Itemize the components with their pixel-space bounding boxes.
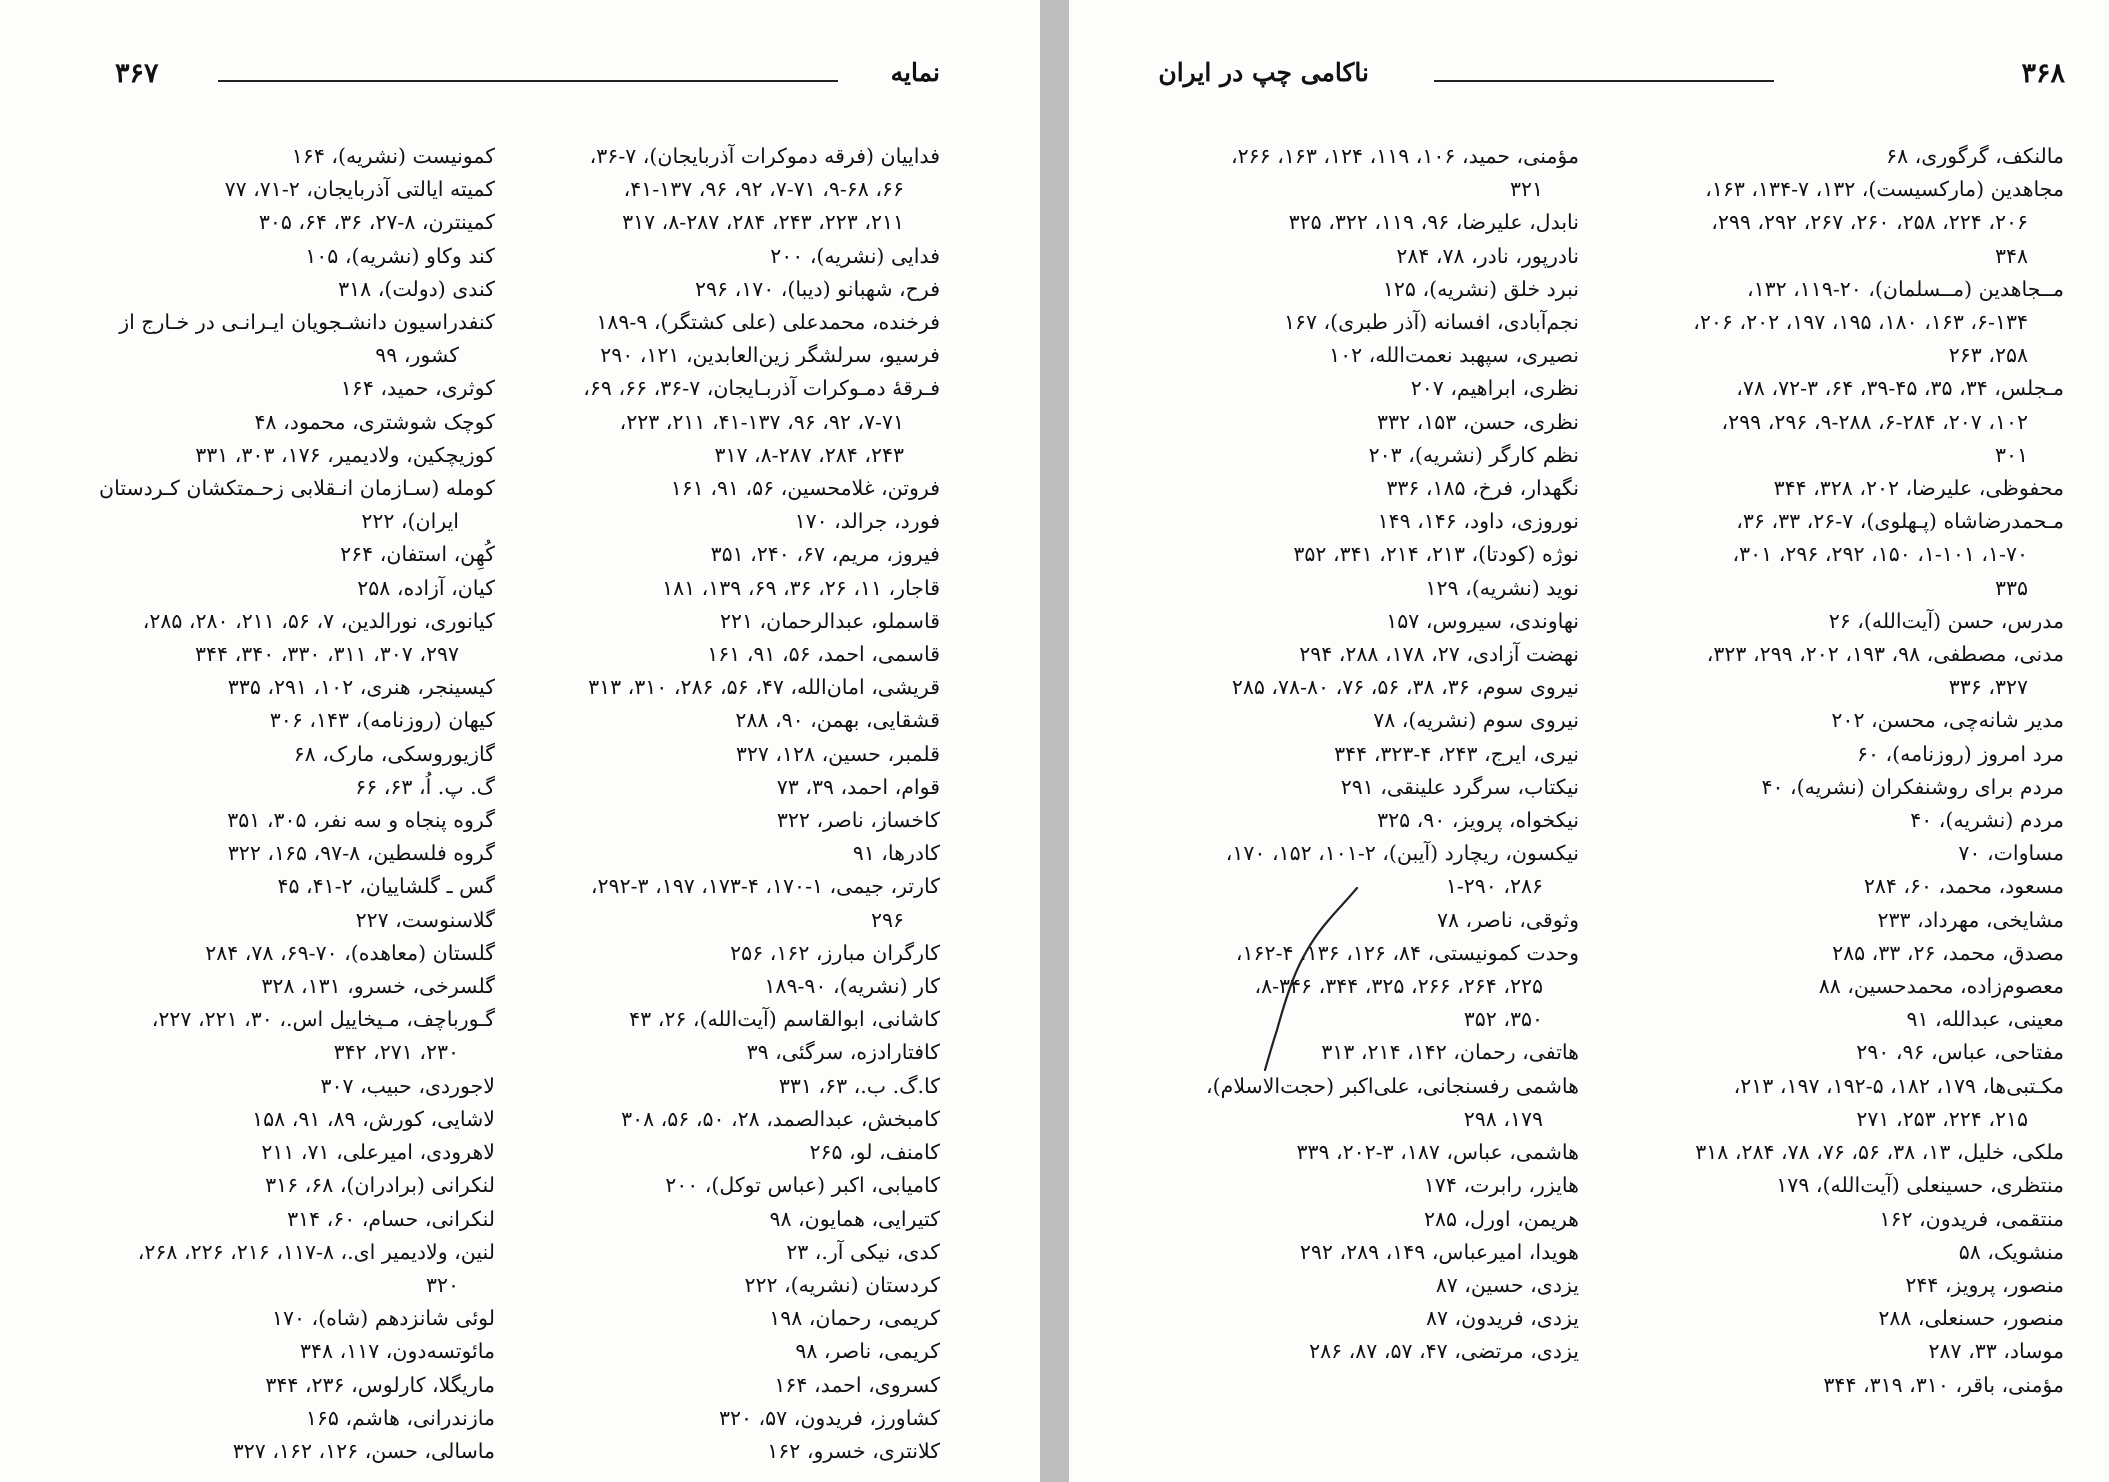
index-entry xyxy=(1124,738,1579,771)
index-entry xyxy=(50,771,495,804)
left-page-left-column xyxy=(50,140,495,1468)
index-entry-line: قلمبر، حسین، ۱۲۸، ۳۲۷ xyxy=(735,741,940,766)
index-entry-continuation: ۱۷۹، ۲۹۸ xyxy=(1463,1106,1543,1131)
index-entry-line: گـورباچف، مـیخاییل اس.، ۳۰، ۲۲۱، ۲۲۷، xyxy=(151,1007,495,1032)
index-entry xyxy=(50,406,495,439)
index-entry xyxy=(50,372,495,405)
index-entry xyxy=(1124,339,1579,372)
index-entry xyxy=(500,1269,940,1302)
index-entry xyxy=(500,671,940,704)
index-entry-continuation: ۲۰۶، ۲۲۴، ۲۵۸، ۲۶۰، ۲۶۷، ۲۹۲، ۲۹۹، xyxy=(1711,210,2028,235)
index-entry-line: مـجلس، ۳۴، ۳۵، ۴۵-۳۹، ۶۴، ۳-۷۲، ۷۸، xyxy=(1736,376,2064,401)
index-entry xyxy=(500,804,940,837)
index-entry xyxy=(50,273,495,306)
index-entry-continuation: ۲۱۵، ۲۲۴، ۲۵۳، ۲۷۱ xyxy=(1856,1106,2028,1131)
index-entry xyxy=(1124,306,1579,339)
index-entry-line: مفتاحی، عباس، ۹۶، ۲۹۰ xyxy=(1856,1040,2064,1065)
index-entry xyxy=(500,1369,940,1402)
index-entry xyxy=(500,1236,940,1269)
index-entry xyxy=(1124,1203,1579,1236)
index-entry-line: کسروی، احمد، ۱۶۴ xyxy=(774,1372,940,1397)
index-entry-line: مصدق، محمد، ۲۶، ۳۳، ۲۸۵ xyxy=(1832,940,2064,965)
index-entry-line: هاشمی رفسنجانی، علی‌اکبر (حجت‌الاسلام)، xyxy=(1206,1073,1579,1098)
index-entry-line: کشاورز، فریدون، ۵۷، ۳۲۰ xyxy=(718,1405,940,1430)
index-entry-line: نظری، ابراهیم، ۲۰۷ xyxy=(1410,376,1579,401)
index-entry-line: قریشی، امان‌الله، ۴۷، ۵۶، ۲۸۶، ۳۱۰، ۳۱۳ xyxy=(588,675,940,700)
index-entry-line: لاشایی، کورش، ۸۹، ۹۱، ۱۵۸ xyxy=(252,1106,495,1131)
index-entry-line: مؤمنی، باقر، ۳۱۰، ۳۱۹، ۳۴۴ xyxy=(1823,1372,2064,1397)
index-entry-line: نیکتاب، سرگرد علینقی، ۲۹۱ xyxy=(1340,774,1579,799)
index-entry-line: هایزر، رابرت، ۱۷۴ xyxy=(1423,1173,1579,1198)
index-entry xyxy=(1644,372,2064,472)
index-entry-line: محفوظی، علیرضا، ۲۰۲، ۳۲۸، ۳۴۴ xyxy=(1773,476,2064,501)
index-entry-line: گ. پ. اُ، ۶۳، ۶۶ xyxy=(355,774,495,799)
index-entry xyxy=(50,704,495,737)
index-entry xyxy=(50,937,495,970)
index-entry-line: منتقمی، فریدون، ۱۶۲ xyxy=(1879,1206,2064,1231)
index-entry-continuation: ۲۱۱، ۲۲۳، ۲۴۳، ۲۸۴، ۸-۲۸۷، ۳۱۷ xyxy=(622,210,904,235)
index-entry xyxy=(1644,1236,2064,1269)
index-entry xyxy=(1644,738,2064,771)
index-entry-line: یزدی، فریدون، ۸۷ xyxy=(1425,1306,1579,1331)
index-entry-line: قوام، احمد، ۳۹، ۷۳ xyxy=(776,774,940,799)
index-entry xyxy=(1644,273,2064,373)
index-entry xyxy=(500,638,940,671)
index-entry-line: گلاسنوست، ۲۲۷ xyxy=(355,907,495,932)
index-entry xyxy=(1644,472,2064,505)
index-entry xyxy=(1644,771,2064,804)
index-entry xyxy=(500,738,940,771)
index-entry-line: لوئی شانزدهم (شاه)، ۱۷۰ xyxy=(271,1306,495,1331)
index-entry xyxy=(50,671,495,704)
index-entry-line: کارگران مبارز، ۱۶۲، ۲۵۶ xyxy=(730,940,940,965)
index-entry-line: یزدی، حسین، ۸۷ xyxy=(1435,1272,1579,1297)
index-entry xyxy=(500,140,940,240)
index-entry xyxy=(1124,140,1579,206)
index-entry xyxy=(1124,671,1579,704)
index-entry xyxy=(500,306,940,339)
index-entry-line: هاتفی، رحمان، ۱۴۲، ۲۱۴، ۳۱۳ xyxy=(1321,1040,1579,1065)
index-entry-line: نیروی سوم، ۳۶، ۳۸، ۵۶، ۷۶، ۸۰-۷۸، ۲۸۵ xyxy=(1231,675,1579,700)
index-entry-line: مرد امروز (روزنامه)، ۶۰ xyxy=(1856,741,2064,766)
index-entry xyxy=(500,771,940,804)
index-entry-line: کامنف، لو، ۲۶۵ xyxy=(809,1140,940,1165)
index-entry-line: مسعود، محمد، ۶۰، ۲۸۴ xyxy=(1863,874,2064,899)
index-entry-line: نبرد خلق (نشریه)، ۱۲۵ xyxy=(1382,276,1579,301)
index-entry-line: فرخنده، محمدعلی (علی کشتگر)، ۹-۱۸۹ xyxy=(596,310,940,335)
index-entry-line: کتیرایی، همایون، ۹۸ xyxy=(769,1206,940,1231)
index-entry xyxy=(500,1203,940,1236)
index-entry xyxy=(500,1169,940,1202)
index-entry-line: فداییان (فرقه دموکرات آذربایجان)، ۷-۳۶، xyxy=(589,144,940,168)
index-entry xyxy=(500,937,940,970)
index-entry-continuation: ۲۸۶، ۱-۲۹۰ xyxy=(1445,874,1543,899)
index-entry-line: کافتارادزه، سرگئی، ۳۹ xyxy=(746,1040,940,1065)
index-entry-continuation: ۲۳۰، ۲۷۱، ۳۴۲ xyxy=(333,1040,459,1065)
index-entry-line: کمینترن، ۸-۲۷، ۳۶، ۶۴، ۳۰۵ xyxy=(258,210,495,235)
index-entry-line: نهضت آزادی، ۲۷، ۱۷۸، ۲۸۸، ۲۹۴ xyxy=(1299,642,1579,667)
index-entry-line: مردم (نشریه)، ۴۰ xyxy=(1910,808,2064,833)
index-entry xyxy=(500,1402,940,1435)
index-entry-continuation: ۳۵۰، ۳۵۲ xyxy=(1463,1007,1543,1032)
left-page-header xyxy=(0,58,1040,98)
index-entry-line: کیهان (روزنامه)، ۱۴۳، ۳۰۶ xyxy=(269,708,495,733)
index-entry-line: مجاهدین (مارکسیست)، ۱۳۲، ۷-۱۳۴، ۱۶۳، xyxy=(1705,177,2064,202)
index-entry-line: هاشمی، عباس، ۱۸۷، ۳-۲۰۲، ۳۳۹ xyxy=(1296,1140,1579,1165)
index-entry xyxy=(500,837,940,870)
index-entry-line: کیان، آزاده، ۲۵۸ xyxy=(357,575,495,600)
index-entry-line: وثوقی، ناصر، ۷۸ xyxy=(1436,907,1579,932)
index-entry xyxy=(1124,605,1579,638)
index-entry xyxy=(1124,406,1579,439)
index-entry-continuation: ۳۲۰ xyxy=(425,1272,459,1297)
index-entry xyxy=(500,472,940,505)
index-entry xyxy=(50,1435,495,1468)
right-page-header-title: ناکامی چپ در ایران xyxy=(1158,58,1369,87)
index-entry-line: مالنکف، گرگوری، ۶۸ xyxy=(1886,144,2064,168)
index-entry-line: کریمی، رحمان، ۱۹۸ xyxy=(769,1306,940,1331)
index-entry-line: گازیوروسکی، مارک، ۶۸ xyxy=(293,741,495,766)
index-entry-line: یزدی، مرتضی، ۴۷، ۵۷، ۸۷، ۲۸۶ xyxy=(1309,1339,1579,1364)
index-entry-line: نجم‌آبادی، افسانه (آذر طبری)، ۱۶۷ xyxy=(1283,310,1579,335)
index-entry-line: نابدل، علیرضا، ۹۶، ۱۱۹، ۳۲۲، ۳۲۵ xyxy=(1288,210,1579,235)
index-entry xyxy=(50,1136,495,1169)
index-entry xyxy=(50,1335,495,1368)
index-entry xyxy=(50,1369,495,1402)
index-entry xyxy=(50,1236,495,1302)
index-entry-line: منتظری، حسینعلی (آیت‌الله)، ۱۷۹ xyxy=(1776,1173,2064,1198)
index-entry-line: نگهدار، فرخ، ۱۸۵، ۳۳۶ xyxy=(1386,476,1579,501)
index-entry xyxy=(1124,638,1579,671)
index-entry xyxy=(50,1402,495,1435)
index-entry xyxy=(50,1302,495,1335)
index-entry-continuation: ۳۳۵ xyxy=(1994,575,2028,600)
index-entry-line: مازندرانی، هاشم، ۱۶۵ xyxy=(305,1405,495,1430)
index-entry-line: مـحمدرضاشاه (پـهلوی)، ۷-۲۶، ۳۳، ۳۶، xyxy=(1736,509,2064,534)
index-entry-line: نیکخواه، پرویز، ۹۰، ۳۲۵ xyxy=(1377,808,1579,833)
index-entry xyxy=(1644,804,2064,837)
index-entry-line: کاشانی، ابوالقاسم (آیت‌الله)، ۲۶، ۴۳ xyxy=(629,1007,940,1032)
left-page-number: ۳۶۷ xyxy=(115,58,159,89)
index-entry xyxy=(50,306,495,372)
index-entry xyxy=(500,1103,940,1136)
index-entry-line: مردم برای روشنفکران (نشریه)، ۴۰ xyxy=(1761,774,2064,799)
index-entry xyxy=(50,472,495,538)
index-entry-line: گلستان (معاهده)، ۷۰-۶۹، ۷۸، ۲۸۴ xyxy=(205,940,495,965)
right-page-number: ۳۶۸ xyxy=(2021,58,2065,89)
index-entry xyxy=(1644,1136,2064,1169)
index-entry-line: منصور، پرویز، ۲۴۴ xyxy=(1905,1272,2064,1297)
index-entry xyxy=(500,1070,940,1103)
index-entry xyxy=(500,339,940,372)
index-entry-continuation: ۲۴۳، ۲۸۴، ۸-۲۸۷، ۳۱۷ xyxy=(714,442,904,467)
index-entry xyxy=(50,1003,495,1069)
index-entry-continuation: ۳۲۷، ۳۳۶ xyxy=(1948,675,2028,700)
index-entry-continuation: ۱۰۲، ۲۰۷، ۶-۲۸۴، ۹-۲۸۸، ۲۹۶، ۲۹۹، xyxy=(1721,409,2028,434)
index-entry-continuation: ۲۹۶ xyxy=(870,907,904,932)
index-entry-continuation: ۲۲۵، ۲۶۴، ۲۶۶، ۳۲۵، ۳۴۴، ۸-۳۴۶، xyxy=(1254,974,1543,999)
index-entry-line: مشایخی، مهرداد، ۲۳۳ xyxy=(1877,907,2064,932)
index-entry xyxy=(50,173,495,206)
index-entry xyxy=(500,704,940,737)
index-entry xyxy=(50,738,495,771)
index-entry xyxy=(500,1036,940,1069)
index-entry-line: هویدا، امیرعباس، ۱۴۹، ۲۸۹، ۲۹۲ xyxy=(1299,1239,1579,1264)
index-entry-line: لاجوردی، حبیب، ۳۰۷ xyxy=(320,1073,495,1098)
index-entry-continuation: ۲۵۸، ۲۶۳ xyxy=(1948,343,2028,368)
index-entry-line: گروه فلسطین، ۸-۹۷، ۱۶۵، ۳۲۲ xyxy=(227,841,495,866)
index-entry-line: مکـتبی‌ها، ۱۷۹، ۱۸۲، ۵-۱۹۲، ۱۹۷، ۲۱۳، xyxy=(1733,1073,2064,1098)
index-entry-line: کردستان (نشریه)، ۲۲۲ xyxy=(744,1272,940,1297)
index-entry-line: لنکرانی (برادران)، ۶۸، ۳۱۶ xyxy=(265,1173,495,1198)
index-entry xyxy=(1644,1169,2064,1202)
index-entry xyxy=(1124,538,1579,571)
index-entry-line: منصور، حسنعلی، ۲۸۸ xyxy=(1878,1306,2064,1331)
index-entry xyxy=(500,273,940,306)
index-entry xyxy=(1124,439,1579,472)
index-entry-line: کار (نشریه)، ۹۰-۱۸۹ xyxy=(764,974,940,999)
index-entry xyxy=(500,572,940,605)
index-entry-line: قشقایی، بهمن، ۹۰، ۲۸۸ xyxy=(735,708,940,733)
index-entry-line: مــجاهدین (مــسلمان)، ۲۰-۱۱۹، ۱۳۲، xyxy=(1746,276,2064,301)
index-entry-line: نوژه (کودتا)، ۲۱۳، ۲۱۴، ۳۴۱، ۳۵۲ xyxy=(1293,542,1579,567)
index-entry xyxy=(1644,970,2064,1003)
index-entry xyxy=(1644,1369,2064,1402)
index-entry-continuation: ایران)، ۲۲۲ xyxy=(361,509,459,534)
index-entry-line: ملکی، خلیل، ۱۳، ۳۸، ۵۶، ۷۶، ۷۸، ۲۸۴، ۳۱۸ xyxy=(1695,1140,2064,1165)
index-entry-line: فرح، شهبانو (دیبا)، ۱۷۰، ۲۹۶ xyxy=(695,276,940,301)
index-entry-line: موساد، ۳۳، ۲۸۷ xyxy=(1928,1339,2064,1364)
index-entry xyxy=(50,1103,495,1136)
index-entry xyxy=(1644,638,2064,704)
index-entry-line: نیری، ایرج، ۲۴۳، ۴-۳۲۳، ۳۴۴ xyxy=(1334,741,1579,766)
index-entry xyxy=(500,505,940,538)
index-entry xyxy=(50,804,495,837)
index-entry xyxy=(1644,1070,2064,1136)
index-entry-line: ماسالی، حسن، ۱۲۶، ۱۶۲، ۳۲۷ xyxy=(232,1438,495,1463)
index-entry xyxy=(1124,572,1579,605)
index-entry xyxy=(1644,1203,2064,1236)
index-entry-line: کمیته ایالتی آذربایجان، ۲-۷۱، ۷۷ xyxy=(224,177,495,202)
right-page-header-rule xyxy=(1434,80,1774,82)
index-entry xyxy=(500,372,940,472)
index-entry-line: کیسینجر، هنری، ۱۰۲، ۲۹۱، ۳۳۵ xyxy=(227,675,495,700)
index-entry xyxy=(500,870,940,936)
index-entry xyxy=(50,970,495,1003)
index-entry-line: گلسرخی، خسرو، ۱۳۱، ۳۲۸ xyxy=(261,974,495,999)
index-entry xyxy=(1124,937,1579,1037)
index-entry-line: مدنی، مصطفی، ۹۸، ۱۹۳، ۲۰۲، ۲۹۹، ۳۲۳، xyxy=(1706,642,2064,667)
index-entry xyxy=(1124,1236,1579,1269)
index-entry xyxy=(1644,605,2064,638)
index-entry-line: کدی، نیکی آر.، ۲۳ xyxy=(786,1239,940,1264)
index-entry xyxy=(50,140,495,173)
index-entry xyxy=(1124,240,1579,273)
index-entry-line: کوثری، حمید، ۱۶۴ xyxy=(340,376,495,401)
index-entry xyxy=(50,837,495,870)
index-entry xyxy=(50,538,495,571)
index-entry-line: نوروزی، داود، ۱۴۶، ۱۴۹ xyxy=(1377,509,1579,534)
index-entry xyxy=(500,1435,940,1468)
index-entry-line: مائوتسه‌دون، ۱۱۷، ۳۴۸ xyxy=(300,1339,495,1364)
index-entry xyxy=(1644,1003,2064,1036)
index-entry xyxy=(1644,870,2064,903)
index-entry xyxy=(1644,904,2064,937)
index-entry-line: کوچک شوشتری، محمود، ۴۸ xyxy=(254,409,495,434)
index-entry-line: نصیری، سپهبد نعمت‌الله، ۱۰۲ xyxy=(1329,343,1579,368)
index-entry xyxy=(1124,704,1579,737)
index-entry-line: فورد، جرالد، ۱۷۰ xyxy=(794,509,940,534)
right-page xyxy=(1069,0,2109,1482)
index-entry-line: نوید (نشریه)، ۱۲۹ xyxy=(1425,575,1579,600)
index-entry xyxy=(500,1302,940,1335)
index-entry-line: فیروز، مریم، ۶۷، ۲۴۰، ۳۵۱ xyxy=(710,542,940,567)
index-entry xyxy=(1644,173,2064,273)
index-entry xyxy=(1124,1169,1579,1202)
index-entry xyxy=(50,904,495,937)
index-entry-line: کریمی، ناصر، ۹۸ xyxy=(795,1339,940,1364)
index-entry-line: وحدت کمونیستی، ۸۴، ۱۲۶، ۱۳۶، ۴-۱۶۲، xyxy=(1235,940,1579,965)
index-entry xyxy=(1124,505,1579,538)
index-entry-line: گروه پنجاه و سه نفر، ۳۰۵، ۳۵۱ xyxy=(227,808,495,833)
index-entry xyxy=(500,240,940,273)
index-entry-line: کند وکاو (نشریه)، ۱۰۵ xyxy=(305,243,495,268)
index-entry-line: قاسمی، احمد، ۵۶، ۹۱، ۱۶۱ xyxy=(707,642,940,667)
index-entry-line: نادرپور، نادر، ۷۸، ۲۸۴ xyxy=(1396,243,1579,268)
right-page-header xyxy=(1069,58,2109,98)
index-entry xyxy=(50,240,495,273)
right-page-right-column xyxy=(1644,140,2064,1402)
index-entry-line: لنکرانی، حسام، ۶۰، ۳۱۴ xyxy=(287,1206,495,1231)
index-entry-line: لاهرودی، امیرعلی، ۷۱، ۲۱۱ xyxy=(261,1140,495,1165)
index-entry-line: معینی، عبدالله، ۹۱ xyxy=(1906,1007,2064,1032)
index-entry-line: کنفدراسیون دانشـجویان ایـرانـی در خـارج از xyxy=(119,310,495,335)
index-entry xyxy=(1124,771,1579,804)
index-entry-line: فروتن، غلامحسین، ۵۶، ۹۱، ۱۶۱ xyxy=(670,476,940,501)
index-entry xyxy=(1124,1070,1579,1136)
index-entry-line: کامیابی، اکبر (عباس توکل)، ۲۰۰ xyxy=(665,1173,940,1198)
index-entry xyxy=(1124,804,1579,837)
index-entry-line: مساوات، ۷۰ xyxy=(1958,841,2064,866)
index-entry xyxy=(1644,1036,2064,1069)
index-entry-continuation: ۶۶، ۹-۶۸، ۷-۷۱، ۹۲، ۹۶، ۴۱-۱۳۷، xyxy=(623,177,904,202)
index-entry-continuation: ۱-۷۰، ۱-۱۰۱، ۱۵۰، ۲۹۲، ۲۹۶، ۳۰۱، xyxy=(1732,542,2028,567)
index-entry-line: مدیر شانه‌چی، محسن، ۲۰۲ xyxy=(1831,708,2064,733)
index-entry xyxy=(1644,1302,2064,1335)
index-entry-line: نظم کارگر (نشریه)، ۲۰۳ xyxy=(1368,442,1579,467)
index-entry xyxy=(1124,1269,1579,1302)
index-entry-continuation: ۳۲۱ xyxy=(1509,177,1543,202)
index-entry xyxy=(50,572,495,605)
index-entry-line: فـرقهٔ دمـوکرات آذربـایجان، ۷-۳۶، ۶۶، ۶۹، xyxy=(583,376,940,401)
index-entry xyxy=(1644,704,2064,737)
left-page-right-column xyxy=(500,140,940,1468)
index-entry xyxy=(1644,1335,2064,1368)
index-entry xyxy=(50,870,495,903)
index-entry xyxy=(1124,1335,1579,1368)
index-entry xyxy=(500,1136,940,1169)
index-entry-continuation: ۳۰۱ xyxy=(1994,442,2028,467)
index-entry-line: لنین، ولادیمیر ای.، ۸-۱۱۷، ۲۱۶، ۲۲۶، ۲۶۸، xyxy=(137,1239,495,1264)
index-entry-line: کُهِن، استفان، ۲۶۴ xyxy=(340,542,495,567)
index-entry-line: کومله (سـازمان انـقلابی زحـمتکشان کـردستان xyxy=(99,476,495,501)
index-entry-continuation: کشور، ۹۹ xyxy=(375,343,459,368)
index-entry-continuation: ۳۴۸ xyxy=(1994,243,2028,268)
left-page xyxy=(0,0,1040,1482)
index-entry-line: ماریگلا، کارلوس، ۲۳۶، ۳۴۴ xyxy=(265,1372,495,1397)
index-entry-line: کندی (دولت)، ۳۱۸ xyxy=(338,276,495,301)
index-entry-line: نهاوندی، سیروس، ۱۵۷ xyxy=(1386,608,1579,633)
index-entry xyxy=(1124,837,1579,903)
index-entry-line: کا.گ. ب.، ۶۳، ۳۳۱ xyxy=(778,1073,940,1098)
index-entry xyxy=(1124,472,1579,505)
index-entry-line: فرسیو، سرلشگر زین‌العابدین، ۱۲۱، ۲۹۰ xyxy=(600,343,940,368)
index-entry-line: هریمن، اورل، ۲۸۵ xyxy=(1424,1206,1579,1231)
index-entry xyxy=(500,1003,940,1036)
index-entry xyxy=(1644,140,2064,173)
index-entry-line: مؤمنی، حمید، ۱۰۶، ۱۱۹، ۱۲۴، ۱۶۳، ۲۶۶، xyxy=(1231,144,1579,168)
index-entry-line: قاجار، ۱۱، ۲۶، ۳۶، ۶۹، ۱۳۹، ۱۸۱ xyxy=(662,575,940,600)
index-entry-line: نیکسون، ریچارد (آیبن)، ۲-۱۰۱، ۱۵۲، ۱۷۰، xyxy=(1225,841,1579,866)
index-entry-line: نظری، حسن، ۱۵۳، ۳۳۲ xyxy=(1377,409,1579,434)
index-entry-line: کیانوری، نورالدین، ۷، ۵۶، ۲۱۱، ۲۸۰، ۲۸۵، xyxy=(142,608,495,633)
index-entry xyxy=(1644,937,2064,970)
index-entry xyxy=(50,1070,495,1103)
index-entry xyxy=(50,1203,495,1236)
index-entry xyxy=(50,1169,495,1202)
index-entry xyxy=(50,206,495,239)
index-entry xyxy=(1124,273,1579,306)
left-page-header-rule xyxy=(218,80,838,82)
index-entry xyxy=(1124,1036,1579,1069)
index-entry xyxy=(500,970,940,1003)
index-entry-line: معصوم‌زاده، محمدحسین، ۸۸ xyxy=(1818,974,2064,999)
index-entry-line: کارتر، جیمی، ۱-۱۷۰، ۴-۱۷۳، ۱۹۷، ۳-۲۹۲، xyxy=(590,874,940,899)
index-entry xyxy=(50,439,495,472)
index-entry xyxy=(1124,904,1579,937)
index-entry xyxy=(500,538,940,571)
index-entry-line: مدرس، حسن (آیت‌الله)، ۲۶ xyxy=(1828,608,2064,633)
index-entry xyxy=(500,1335,940,1368)
index-entry-line: کادرها، ۹۱ xyxy=(852,841,940,866)
index-entry-line: کاخساز، ناصر، ۳۲۲ xyxy=(776,808,940,833)
index-entry xyxy=(1644,505,2064,605)
index-entry-line: فدایی (نشریه)، ۲۰۰ xyxy=(770,243,940,268)
index-entry-line: قاسملو، عبدالرحمان، ۲۲۱ xyxy=(719,608,940,633)
index-entry-line: کوزیچکین، ولادیمیر، ۱۷۶، ۳۰۳، ۳۳۱ xyxy=(195,442,495,467)
index-entry-continuation: ۷-۷۱، ۹۲، ۹۶، ۴۱-۱۳۷، ۲۱۱، ۲۲۳، xyxy=(619,409,904,434)
index-entry-line: نیروی سوم (نشریه)، ۷۸ xyxy=(1373,708,1579,733)
index-entry xyxy=(50,605,495,671)
index-entry-line: منشویک، ۵۸ xyxy=(1958,1239,2064,1264)
index-entry xyxy=(1644,1269,2064,1302)
index-entry xyxy=(1124,1136,1579,1169)
index-entry-line: کلانتری، خسرو، ۱۶۲ xyxy=(767,1438,940,1463)
index-entry xyxy=(1644,837,2064,870)
index-entry-continuation: ۲۹۷، ۳۰۷، ۳۱۱، ۳۳۰، ۳۴۰، ۳۴۴ xyxy=(195,642,459,667)
index-entry xyxy=(1124,1302,1579,1335)
index-entry xyxy=(1124,206,1579,239)
index-entry-line: کمونیست (نشریه)، ۱۶۴ xyxy=(291,144,495,168)
index-entry-continuation: ۶-۱۳۴، ۱۶۳، ۱۸۰، ۱۹۵، ۱۹۷، ۲۰۲، ۲۰۶، xyxy=(1693,310,2028,335)
index-entry-line: گس ـ گلشاییان، ۲-۴۱، ۴۵ xyxy=(277,874,495,899)
index-entry-line: کامبخش، عبدالصمد، ۲۸، ۵۰، ۵۶، ۳۰۸ xyxy=(621,1106,940,1131)
index-entry xyxy=(500,605,940,638)
right-page-left-column xyxy=(1124,140,1579,1369)
left-page-header-title: نمایه xyxy=(890,58,940,87)
index-entry xyxy=(1124,372,1579,405)
